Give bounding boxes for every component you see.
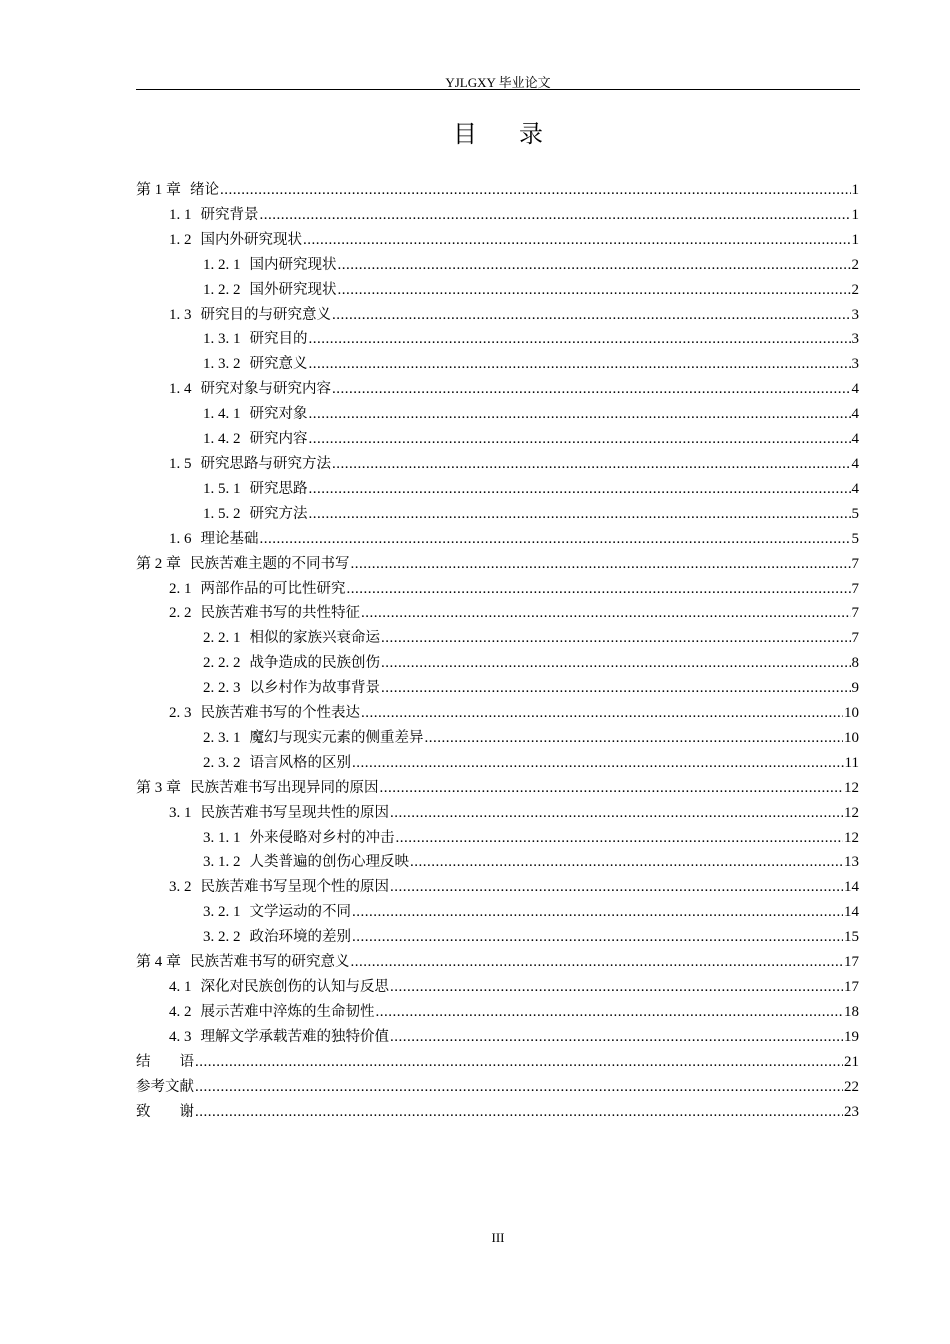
toc-entry-number: 4. 2: [169, 1003, 192, 1020]
toc-entry[interactable]: [136, 352, 859, 377]
dot-leader: [309, 327, 851, 352]
dot-leader: [338, 253, 851, 278]
toc-entry-page: 5: [851, 505, 859, 522]
toc-entry-label: 相似的家族兴衰命运: [249, 630, 380, 647]
toc-entry-number: 1. 4: [169, 381, 192, 398]
toc-entry-label: 研究对象与研究内容: [200, 381, 331, 398]
toc-entry-number: 第 1 章: [136, 182, 182, 198]
toc-entry-number: 3. 1. 1: [203, 829, 241, 846]
dot-leader: [425, 726, 844, 751]
toc-entry-number: 1. 4. 1: [203, 406, 241, 423]
toc-entry[interactable]: [136, 875, 859, 900]
toc-entry-number: 3. 2: [169, 879, 192, 896]
toc-entry-page: 4: [851, 431, 859, 448]
toc-entry[interactable]: [136, 178, 859, 203]
toc-entry-page: 4: [851, 406, 859, 423]
toc-entry-label: 深化对民族创伤的认知与反思: [200, 979, 389, 995]
toc-entry-label: 理解文学承载苦难的独特价值: [200, 1028, 389, 1045]
dot-leader: [380, 776, 843, 801]
toc-entry-page: 12: [844, 779, 859, 796]
toc-entry[interactable]: [136, 900, 859, 925]
dot-leader: [361, 701, 843, 726]
toc-entry-page: 14: [844, 879, 859, 896]
toc-entry-page: 7: [851, 605, 859, 622]
toc-entry-number: 1. 3. 2: [203, 356, 241, 373]
dot-leader: [332, 377, 851, 402]
toc-entry-page: 3: [851, 331, 859, 348]
toc-entry[interactable]: [136, 676, 859, 701]
toc-title-char-1: 目: [453, 120, 477, 148]
toc-entry-number: 4. 1: [169, 979, 192, 995]
toc-entry-page: 12: [844, 829, 859, 846]
dot-leader: [396, 826, 844, 851]
toc-entry-page: 13: [844, 854, 859, 871]
toc-entry-page: 7: [851, 580, 859, 597]
dot-leader: [195, 1050, 843, 1075]
toc-entry-label: 国外研究现状: [249, 281, 337, 298]
toc-entry[interactable]: [136, 253, 859, 278]
toc-entry[interactable]: [136, 751, 859, 776]
toc-entry-label: 研究背景: [200, 206, 259, 223]
toc-entry-page: 2: [851, 281, 859, 298]
dot-leader: [352, 925, 843, 950]
toc-entry[interactable]: [136, 577, 859, 602]
toc-entry-label: 研究思路: [249, 480, 308, 497]
toc-entry-number: 1. 2. 1: [203, 256, 241, 273]
toc-entry[interactable]: [136, 402, 859, 427]
toc-entry-number: 3. 1: [169, 804, 192, 821]
dot-leader: [220, 178, 850, 203]
toc-entry[interactable]: [136, 626, 859, 651]
dot-leader: [309, 427, 851, 452]
toc-entry-page: 17: [844, 954, 859, 971]
toc-entry-label: 研究思路与研究方法: [200, 455, 331, 472]
toc-entry-number: 3. 2. 1: [203, 904, 241, 921]
toc-entry[interactable]: [136, 801, 859, 826]
toc-entry-page: 2: [851, 256, 859, 273]
toc-entry[interactable]: [136, 502, 859, 527]
toc-entry-number: 3. 2. 2: [203, 929, 241, 946]
toc-entry-page: 7: [851, 630, 859, 647]
dot-leader: [309, 502, 851, 527]
toc-entry[interactable]: [136, 950, 859, 975]
toc-entry-page: 7: [851, 555, 859, 572]
toc-entry-label: 民族苦难书写的研究意义: [190, 954, 350, 971]
toc-title-char-2: 录: [519, 120, 543, 148]
dot-leader: [332, 452, 851, 477]
dot-leader: [309, 402, 851, 427]
toc-entry-label: 致 谢: [136, 1103, 194, 1120]
dot-leader: [309, 352, 851, 377]
toc-entry[interactable]: [136, 552, 859, 577]
dot-leader: [410, 850, 843, 875]
toc-entry-label: 国内研究现状: [249, 256, 337, 273]
toc-entry-label: 语言风格的区别: [249, 754, 351, 771]
header-rule: [136, 89, 860, 90]
toc-entry-page: 4: [851, 455, 859, 472]
toc-entry-page: 4: [851, 480, 859, 497]
toc-entry[interactable]: [136, 477, 859, 502]
toc-entry-label: 外来侵略对乡村的冲击: [249, 829, 395, 846]
toc-entry-page: 1: [851, 206, 859, 223]
toc-entry-number: 2. 3: [169, 705, 192, 722]
toc-entry-label: 人类普遍的创伤心理反映: [249, 854, 409, 871]
dot-leader: [352, 751, 844, 776]
toc-entry-number: 1. 5. 1: [203, 480, 241, 497]
dot-leader: [351, 950, 843, 975]
toc-entry[interactable]: [136, 726, 859, 751]
toc-entry-label: 研究内容: [249, 431, 308, 448]
dot-leader: [390, 975, 843, 1000]
toc-entry[interactable]: [136, 1000, 859, 1025]
toc-entry-label: 两部作品的可比性研究: [200, 580, 346, 597]
toc-entry-page: 1: [851, 182, 859, 198]
toc-entry[interactable]: [136, 228, 859, 253]
toc-entry-label: 民族苦难书写的个性表达: [200, 705, 360, 722]
toc-entry[interactable]: [136, 278, 859, 303]
dot-leader: [260, 527, 851, 552]
toc-entry-page: 14: [844, 904, 859, 921]
toc-entry[interactable]: [136, 1075, 859, 1100]
toc-entry-number: 2. 2. 3: [203, 680, 241, 697]
toc-entry-number: 1. 5: [169, 455, 192, 472]
toc-entry-number: 1. 3: [169, 306, 192, 323]
toc-entry-label: 国内外研究现状: [200, 231, 302, 248]
toc-entry-page: 15: [844, 929, 859, 946]
toc-entry-number: 2. 3. 2: [203, 754, 241, 771]
toc-entry-label: 文学运动的不同: [249, 904, 351, 921]
toc-entry-number: 第 4 章: [136, 954, 182, 971]
toc-entry-page: 19: [844, 1028, 859, 1045]
page-header: YJLGXY 毕业论文: [445, 75, 551, 90]
toc-entry-page: 3: [851, 306, 859, 323]
toc-entry-number: 第 3 章: [136, 779, 182, 796]
toc-entry-label: 政治环境的差别: [249, 929, 351, 946]
toc-entry-page: 10: [844, 729, 859, 746]
toc-title: [136, 114, 860, 149]
toc-entry-page: 18: [844, 1003, 859, 1020]
toc-entry-number: 1. 3. 1: [203, 331, 241, 348]
toc-entry-page: 9: [851, 680, 859, 697]
toc-entry-label: 理论基础: [200, 530, 259, 547]
dot-leader: [338, 278, 851, 303]
toc-entry-page: 1: [851, 231, 859, 248]
toc-entry[interactable]: [136, 1100, 859, 1125]
dot-leader: [260, 203, 851, 228]
toc-entry-label: 魔幻与现实元素的侧重差异: [249, 729, 424, 746]
dot-leader: [390, 801, 843, 826]
toc-entry-number: 1. 2: [169, 231, 192, 248]
toc-entry[interactable]: [136, 427, 859, 452]
toc-entry[interactable]: [136, 850, 859, 875]
toc-entry-number: 1. 1: [169, 206, 192, 223]
toc-entry-page: 4: [851, 381, 859, 398]
toc-entry-page: 22: [844, 1078, 859, 1095]
toc-entry[interactable]: [136, 377, 859, 402]
toc-entry-page: 11: [844, 754, 859, 771]
toc-entry-number: 1. 4. 2: [203, 431, 241, 448]
toc-entry-label: 展示苦难中淬炼的生命韧性: [200, 1003, 375, 1020]
toc-entry-label: 民族苦难书写出现异同的原因: [190, 779, 379, 796]
toc-entry-label: 战争造成的民族创伤: [249, 655, 380, 672]
dot-leader: [376, 1000, 844, 1025]
toc-entry-number: 第 2 章: [136, 555, 182, 572]
toc-entry[interactable]: [136, 203, 859, 228]
toc-entry[interactable]: [136, 601, 859, 626]
toc-entry-label: 研究对象: [249, 406, 308, 423]
toc-entry-label: 研究目的与研究意义: [200, 306, 331, 323]
toc-entry[interactable]: [136, 452, 859, 477]
toc-entry-number: 2. 2. 1: [203, 630, 241, 647]
toc-entry[interactable]: [136, 776, 859, 801]
toc-entry-label: 参考文献: [136, 1078, 194, 1095]
toc-entry-number: 3. 1. 2: [203, 854, 241, 871]
toc-entry[interactable]: [136, 327, 859, 352]
toc-entry[interactable]: [136, 975, 859, 1000]
dot-leader: [361, 601, 851, 626]
dot-leader: [381, 651, 851, 676]
page-number: III: [491, 1230, 505, 1245]
toc-entry-label: 研究意义: [249, 356, 308, 373]
dot-leader: [195, 1075, 843, 1100]
toc-entry-label: 研究目的: [249, 331, 308, 348]
dot-leader: [303, 228, 851, 253]
dot-leader: [352, 900, 843, 925]
dot-leader: [381, 676, 851, 701]
toc-entry-page: 8: [851, 655, 859, 672]
toc-entry[interactable]: [136, 1025, 859, 1050]
toc-entry-label: 民族苦难书写的共性特征: [200, 605, 360, 622]
dot-leader: [195, 1100, 843, 1125]
toc-entry-number: 4. 3: [169, 1028, 192, 1045]
toc-entry-page: 10: [844, 705, 859, 722]
toc-entry[interactable]: [136, 651, 859, 676]
toc-entry-label: 结 语: [136, 1053, 194, 1070]
toc-entry[interactable]: [136, 1050, 859, 1075]
toc-entry-label: 研究方法: [249, 505, 308, 522]
dot-leader: [347, 577, 851, 602]
toc-entry-label: 民族苦难书写呈现个性的原因: [200, 879, 389, 896]
toc-entry-page: 12: [844, 804, 859, 821]
toc-entry[interactable]: [136, 303, 859, 328]
toc-entry-label: 民族苦难主题的不同书写: [190, 555, 350, 572]
toc-entry-number: 2. 2. 2: [203, 655, 241, 672]
toc-entry-page: 3: [851, 356, 859, 373]
toc-entry-number: 1. 6: [169, 530, 192, 547]
dot-leader: [309, 477, 851, 502]
toc-entry-page: 17: [844, 979, 859, 995]
toc-entry-number: 1. 5. 2: [203, 505, 241, 522]
dot-leader: [351, 552, 851, 577]
toc-entry-number: 2. 2: [169, 605, 192, 622]
toc-entry-page: 21: [844, 1053, 859, 1070]
dot-leader: [390, 875, 843, 900]
dot-leader: [390, 1025, 843, 1050]
toc-entry[interactable]: [136, 527, 859, 552]
toc-entry-label: 绪论: [190, 182, 220, 198]
toc-entry-number: 2. 3. 1: [203, 729, 241, 746]
dot-leader: [332, 303, 851, 328]
table-of-contents: [136, 178, 859, 1124]
toc-entry-label: 民族苦难书写呈现共性的原因: [200, 804, 389, 821]
toc-entry-number: 1. 2. 2: [203, 281, 241, 298]
toc-entry[interactable]: [136, 826, 859, 851]
toc-entry-number: 2. 1: [169, 580, 192, 597]
toc-entry-page: 5: [851, 530, 859, 547]
toc-entry[interactable]: [136, 701, 859, 726]
toc-entry[interactable]: [136, 925, 859, 950]
toc-entry-label: 以乡村作为故事背景: [249, 680, 380, 697]
dot-leader: [381, 626, 851, 651]
toc-entry-page: 23: [844, 1103, 859, 1120]
